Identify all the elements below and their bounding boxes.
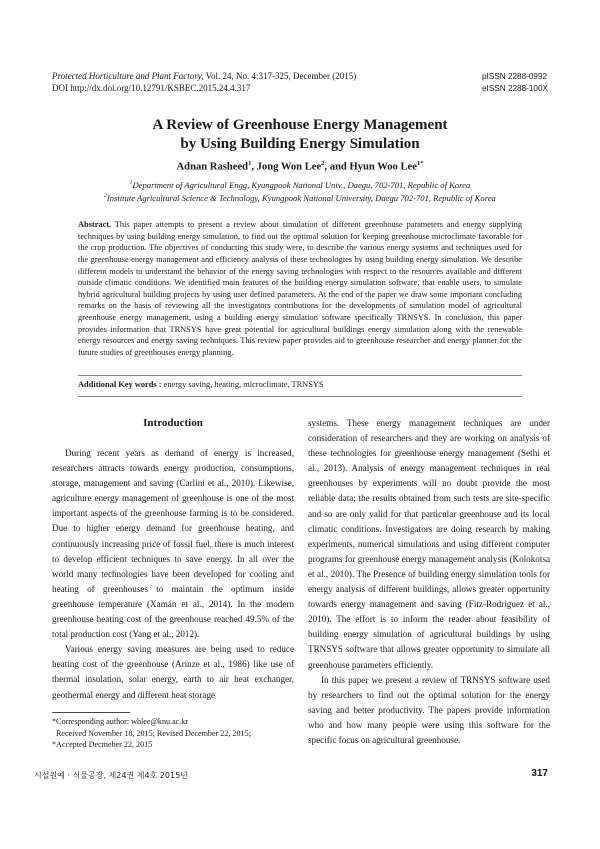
author-list: [52, 160, 548, 173]
received-dates: Received November 18, 2015; Revised December 22, 2015;: [56, 728, 251, 738]
journal-header: [52, 71, 356, 94]
right-column: [308, 416, 550, 748]
abstract: [78, 219, 522, 359]
author-name: Jong Won Lee: [256, 161, 322, 173]
author-separator: , and: [324, 161, 350, 173]
abstract-divider: [78, 375, 522, 376]
title-line-2: by Using Building Energy Simulation: [180, 136, 420, 152]
journal-name: Protected Horticulture and Plant Factory,: [52, 71, 204, 81]
eissn: eISSN 2288-100X: [482, 83, 548, 93]
corresponding-author: *Corresponding author: whlee@knu.ac.kr: [52, 717, 189, 726]
affiliation-text: Institute Agricultural Science & Technology, Kyungpook National University, Daegu 702-701, Republic of Korea: [106, 193, 496, 204]
keywords-divider: [78, 396, 522, 397]
author-affil-sup: 1: [248, 160, 252, 167]
author-affil-sup: [417, 160, 424, 167]
author-affil-number: 1: [416, 160, 421, 167]
left-column: [52, 446, 294, 703]
keywords: [78, 380, 522, 389]
doi-link[interactable]: DOI http://dx.doi.org/10.12791/KSBEC.2015.24.4.317: [52, 82, 251, 93]
title-line-1: A Review of Greenhouse Energy Management: [152, 117, 448, 133]
section-heading-introduction: Introduction: [143, 417, 203, 429]
keywords-text: energy saving, heating, microclimate, TRNSYS: [161, 380, 324, 389]
issn-block: [482, 71, 548, 94]
affiliation-text: Department of Agricultural Engg, Kyungpook National Univ., Daegu, 702-701, Republic of Korea: [132, 179, 471, 190]
paragraph: In this paper we present a review of TRNSYS software used by researchers to find out the optimal solution for the energy saving and better productivity. The papers provide information who and how many people were using this software for the specific focus on agricultural greenhouse.: [308, 674, 550, 745]
author-separator: ,: [251, 161, 257, 173]
affiliation-1: [52, 178, 548, 191]
keywords-label: Additional Key words :: [78, 380, 162, 389]
author-name: Hyun Woo Lee: [349, 161, 417, 173]
paragraph: During recent years as demand of energy is increased, researchers attracts towards energy production, consumptions, storage, management and saving (Carlini et al., 2010). Likewise, agriculture energy management of greenhouse is one of the most important aspects of the greenhouse farming is to be considered. Due to higher energy demand for greenhouse heating, and continuously increasing price of fossil fuel, there is much interest to develop efficient techniques to save energy. In all over the world many technologies have been developed for cooling and heating of greenhouses to maintain the optimum inside greenhouse temperature (Xamán et al., 2014). In the modern greenhouse heating cost of the greenhouse reached 49.5% of the total production cost (Yang et al., 2012).: [52, 448, 294, 640]
page-number: 317: [531, 768, 548, 779]
corresponding-mark: *: [420, 160, 424, 167]
affiliations: [52, 178, 548, 205]
affiliation-2: [52, 191, 548, 204]
affiliation-sup: 1: [129, 180, 133, 186]
paragraph: systems. These energy management techniques are under consideration of researchers and they are working on analysis of these technologies for greenhouse energy management (Sethi et al., 2013). Analysis of energy management techniques in real greenhouses by experiments will no doubt provide the most reliable data; the results obtained from such tests are site-specific and so are only valid for that particular greenhouse and its local climatic conditions. Investigators are doing research by making experiments, numerical simulations and using different computer programs for greenhouse energy management analysis (Kolokotsa et al., 2010). The Presence of building energy simulation tools for energy analysis of different buildings, allows greater opportunity towards energy management and saving (Fitz-Rodriguez et al., 2010). The effort is to inform the reader about feasibility of building energy simulation of agricultural buildings by using TRNSYS software that allows greater opportunity to simulate all greenhouse parameters efficiently.: [308, 418, 550, 670]
pissn: pISSN 2288-0992: [482, 72, 548, 81]
paper-title: [52, 116, 548, 154]
affiliation-sup: 2: [104, 193, 107, 200]
footnote-divider: [52, 712, 130, 713]
journal-citation: Vol. 24, No. 4:317-325, December (2015): [203, 71, 357, 81]
abstract-label: Abstract.: [78, 220, 112, 229]
accepted-date: *Accepted Decmeber 22, 2015: [52, 740, 153, 750]
paragraph: Various energy saving measures are being used to reduce heating cost of the greenhouse (Arinze et al., 1986) like use of thermal insulation, solar energy, earth to air heat exchanger, geothermal energy and different heat storage: [52, 644, 294, 700]
author-affil-sup: 2: [321, 160, 325, 167]
abstract-text: This paper attempts to present a review about simulation of different greenhouse parameters and energy supplying techniques by using building energy simulation, to find out the optimal solution for keeping greenhouse microclimate favorable for the crop production. The objectives of conducting this study were, to describe the various energy systems and techniques used for the greenhouse energy management and efficiency analysis of these technologies by using building energy simulation. We describe different models to understand the behavior of the energy saving technologies with respect to the resources available and different outside climatic conditions. We identified main features of the building energy simulation software, that enable users, to simulate hybrid agricultural building projects by using user defined parameters. At the end of the paper we draw some important concluding remarks on the basis of reviewing all the investigators contributions for the developments of simulation model of agricultural greenhouse energy management, using a building energy simulation software specifically TRNSYS. In conclusion, this paper provides information that TRNSYS have great potential for agricultural buildings energy simulation along with the renewable energy resources and energy saving techniques. This review paper provides aid to greenhouse researcher and energy planner for the future studies of greenhouses energy planning.: [78, 220, 522, 357]
footer-journal: 시설원예 · 식물공장, 제24권 제4호 2015년: [34, 771, 188, 780]
footnotes: [52, 716, 302, 751]
author-name: Adnan Rasheed: [176, 161, 249, 173]
